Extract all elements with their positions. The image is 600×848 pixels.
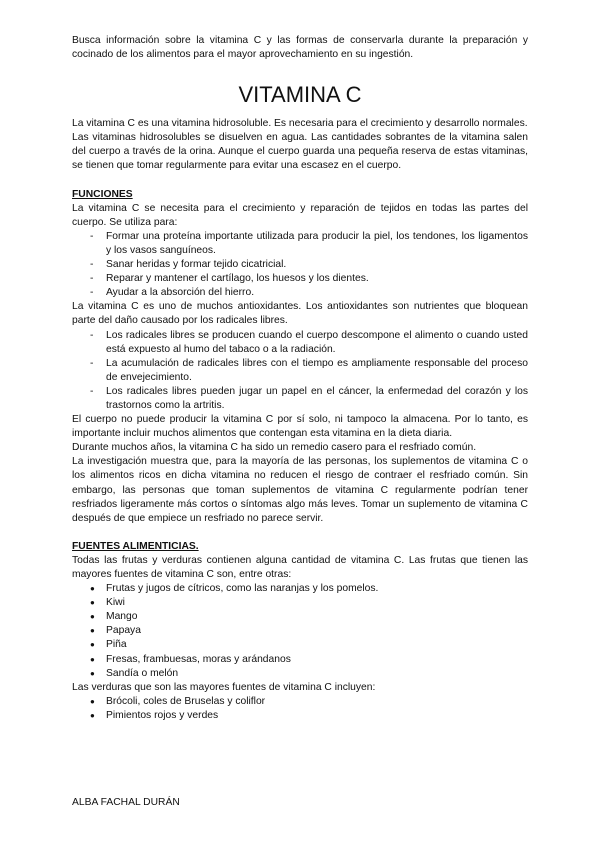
- intro-paragraph: Busca información sobre la vitamina C y las formas de conservarla durante la preparación y cocinado de los alimentos para el mayor aprovechamiento en su ingestión.: [72, 35, 528, 61]
- paragraph-verduras-intro: Las verduras que son las mayores fuentes de vitamina C incluyen:: [72, 681, 376, 693]
- document-page: [72, 34, 528, 723]
- list-item: ● Piña: [72, 638, 528, 652]
- list-item: - Ayudar a la absorción del hierro.: [72, 286, 528, 300]
- list-item: - Reparar y mantener el cartílago, los huesos y los dientes.: [72, 272, 528, 286]
- heading-fuentes: FUENTES ALIMENTICIAS.: [72, 540, 199, 552]
- list-usos: [72, 230, 528, 300]
- paragraph-investigacion: La investigación muestra que, para la mayoría de las personas, los suplementos de vitamina C o los alimentos ricos en dicha vitamina no reducen el riesgo de contraer el resfriado común. Sin embargo, las personas que toman suplementos de vitamina C regularmente podrían tener resfriados ligeramente más cortos o síntomas algo más leves. Tomar un suplemento de vitamina C después de que empiece un resfriado no parece servir.: [72, 456, 528, 524]
- paragraph-antioxidantes: La vitamina C es uno de muchos antioxidantes. Los antioxidantes son nutrientes que bloquean parte del daño causado por los radicales libres.: [72, 301, 528, 327]
- paragraph-definition: La vitamina C es una vitamina hidrosoluble. Es necesaria para el crecimiento y desarrollo normales.: [72, 118, 528, 130]
- list-item: - Sanar heridas y formar tejido cicatricial.: [72, 258, 528, 272]
- paragraph-hydrosoluble: Las vitaminas hidrosolubles se disuelven en agua. Las cantidades sobrantes de la vitamina salen del cuerpo a través de la orina. Aunque el cuerpo guarda una pequeña reserva de estas vitaminas, se tienen que tomar regularmente para evitar una escasez en el cuerpo.: [72, 132, 528, 172]
- paragraph-cuerpo: El cuerpo no puede producir la vitamina C por sí solo, ni tampoco la almacena. Por lo tanto, es importante incluir muchos alimentos que contengan esta vitamina en la dieta diaria.: [72, 414, 528, 440]
- list-item: ● Sandía o melón: [72, 667, 528, 681]
- list-item: - Formar una proteína importante utilizada para producir la piel, los tendones, los ligamentos y los vasos sanguíneos.: [72, 230, 528, 258]
- list-item: ● Frutas y jugos de cítricos, como las naranjas y los pomelos.: [72, 582, 528, 596]
- document-title: VITAMINA C: [238, 82, 362, 108]
- footer-author: ALBA FACHAL DURÁN: [72, 797, 180, 808]
- list-item: ● Kiwi: [72, 596, 528, 610]
- list-item: ● Fresas, frambuesas, moras y arándanos: [72, 653, 528, 667]
- list-item: ● Brócoli, coles de Bruselas y coliflor: [72, 695, 528, 709]
- list-item: - Los radicales libres se producen cuando el cuerpo descompone el alimento o cuando usted está expuesto al humo del tabaco o a la radiación.: [72, 329, 528, 357]
- list-item: ● Papaya: [72, 624, 528, 638]
- list-item: ● Mango: [72, 610, 528, 624]
- list-item: - Los radicales libres pueden jugar un papel en el cáncer, la enfermedad del corazón y los trastornos como la artritis.: [72, 385, 528, 413]
- list-item: - La acumulación de radicales libres con el tiempo es ampliamente responsable del proceso de envejecimiento.: [72, 357, 528, 385]
- paragraph-remedio: Durante muchos años, la vitamina C ha sido un remedio casero para el resfriado común.: [72, 442, 477, 454]
- paragraph-fuentes-intro: Todas las frutas y verduras contienen alguna cantidad de vitamina C. Las frutas que tienen las mayores fuentes de vitamina C son, entre otras:: [72, 554, 528, 580]
- list-verduras: [72, 695, 528, 723]
- list-item: ● Pimientos rojos y verdes: [72, 709, 528, 723]
- heading-funciones: FUNCIONES: [72, 188, 133, 200]
- list-radicales: [72, 329, 528, 414]
- paragraph-funciones-intro: La vitamina C se necesita para el crecimiento y reparación de tejidos en todas las partes del cuerpo. Se utiliza para:: [72, 202, 528, 228]
- list-frutas: [72, 582, 528, 681]
